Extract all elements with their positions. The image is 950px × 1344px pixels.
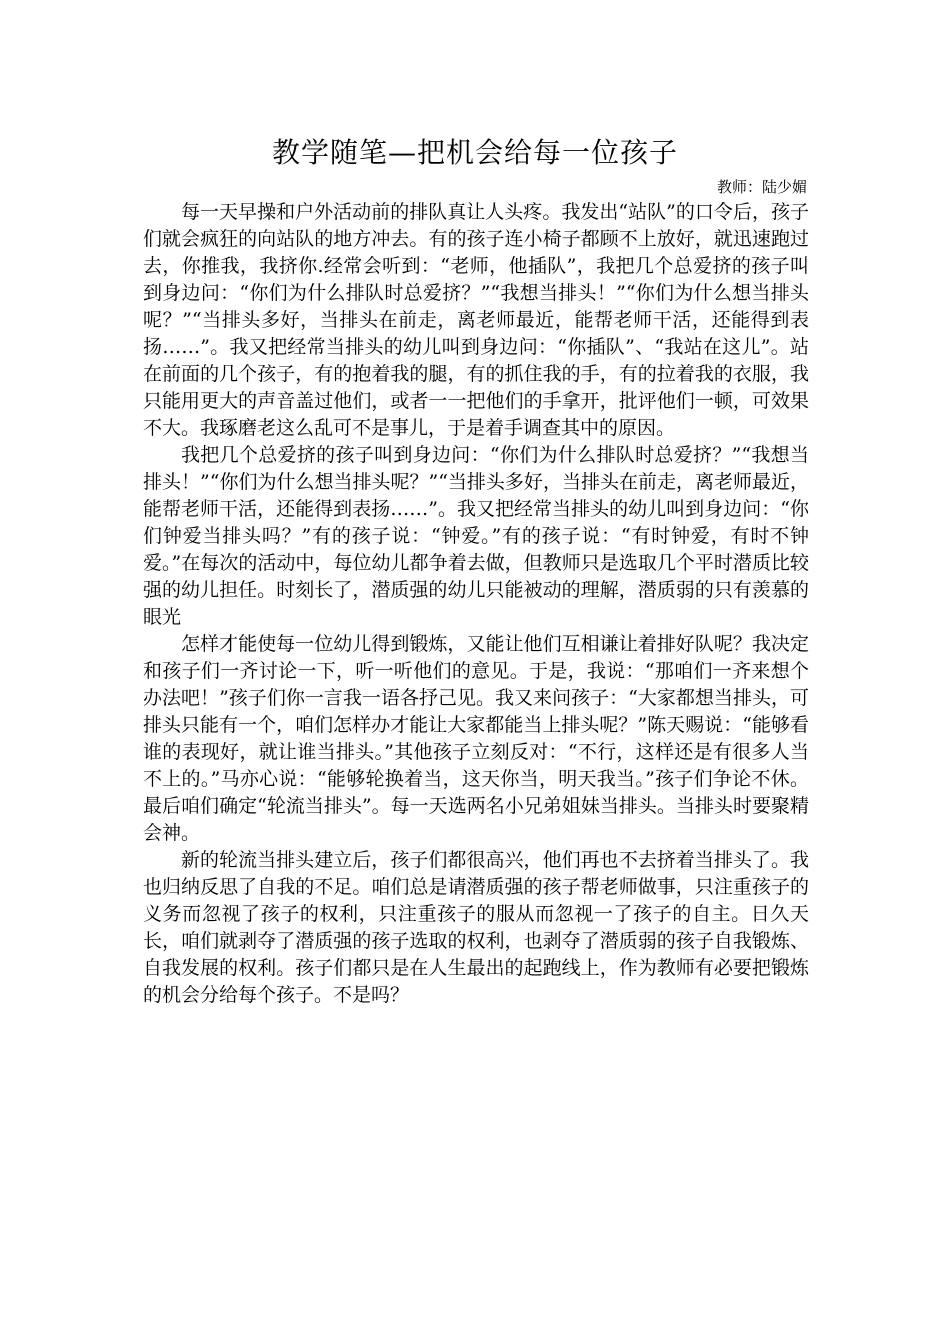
paragraph-1: 每一天早操和户外活动前的排队真让人头疼。我发出“站队”的口令后，孩子们就会疯狂的向站队的地方冲去。有的孩子连小椅子都顾不上放好，就迅速跑过去，你推我，我挤你.经常会听到：“老师，他插队”，我把几个总爱挤的孩子叫到身边问：“你们为什么排队时总爱挤？”“我想当排头！”“你们为什么想当排头呢？”“当排头多好，当排头在前走，离老师最近，能帮老师干活，还能得到表扬……”。我又把经常当排头的幼儿叫到身边问：“你插队”、“我站在这儿”。站在前面的几个孩子，有的抱着我的腿，有的抓住我的手，有的拉着我的衣服，我只能用更大的声音盖过他们，或者一一把他们的手拿开，批评他们一顿，可效果不大。我琢磨老这么乱可不是事儿，于是着手调查其中的原因。 — [143, 201, 809, 439]
document-author: 教师：陆少媚 — [716, 178, 807, 196]
paragraph-4: 新的轮流当排头建立后，孩子们都很高兴，他们再也不去挤着当排头了。我也归纳反思了自我的不足。咱们总是请潜质强的孩子帮老师做事，只注重孩子的义务而忽视了孩子的权利，只注重孩子的服从而忽视一了孩子的自主。日久天长，咱们就剥夺了潜质强的孩子选取的权利，也剥夺了潜质弱的孩子自我锻炼、自我发展的权利。孩子们都只是在人生最出的起跑线上，作为教师有必要把锻炼的机会分给每个孩子。不是吗？ — [143, 849, 809, 1006]
paragraph-2: 我把几个总爱挤的孩子叫到身边问：“你们为什么排队时总爱挤？”“我想当排头！”“你们为什么想当排头呢？”“当排头多好，当排头在前走，离老师最近，能帮老师干活，还能得到表扬……”。我又把经常当排头的幼儿叫到身边问：“你们钟爱当排头吗？”有的孩子说：“钟爱。”有的孩子说：“有时钟爱，有时不钟爱。”在每次的活动中，每位幼儿都争着去做，但教师只是选取几个平时潜质比较强的幼儿担任。时刻长了，潜质强的幼儿只能被动的理解，潜质弱的只有羡慕的眼光 — [143, 444, 809, 628]
document-body — [143, 199, 809, 1009]
paragraph-3: 怎样才能使每一位幼儿得到锻炼，又能让他们互相谦让着排好队呢？我决定和孩子们一齐讨论一下，听一听他们的意见。于是，我说：“那咱们一齐来想个办法吧！”孩子们你一言我一语各抒己见。我又来问孩子：“大家都想当排头，可排头只能有一个，咱们怎样办才能让大家都能当上排头呢？”陈天赐说：“能够看谁的表现好，就让谁当排头。”其他孩子立刻反对：“不行，这样还是有很多人当不上的。”马亦心说：“能够轮换着当，这天你当，明天我当。”孩子们争论不休。最后咱们确定“轮流当排头”。每一天选两名小兄弟姐妹当排头。当排头时要聚精会神。 — [143, 633, 809, 844]
document-title: 教学随笔—把机会给每一位孩子 — [271, 136, 678, 169]
